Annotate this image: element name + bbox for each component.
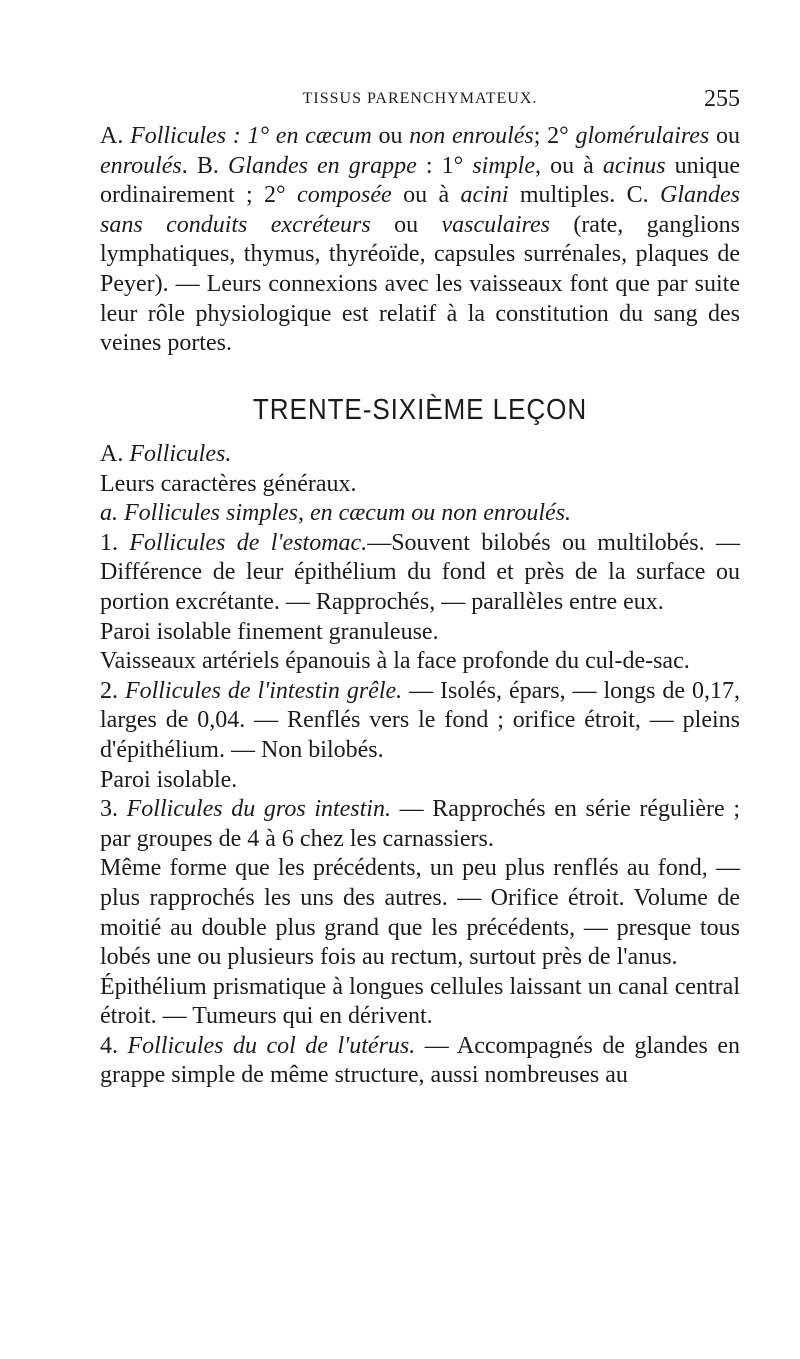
paragraph-small-intestine: 2. Follicules de l'intestin grêle. — Isolés, épars, — longs de 0,17, larges de 0,04. — Renflés vers le fond ; orifice étroit, — pleins d'épithélium. — Non bilobés.: [100, 677, 740, 763]
classification-text: A. Follicules : 1° en cæcum ou non enroulés; 2° glomérulaires ou enroulés. B. Glandes en grappe : 1° simple, ou à acinus unique ordinairement ; 2° composée ou à acini multiples. C. Glandes sans conduits excréteurs ou vasculaires (rate, ganglions lymphatiques, thymus, thyréoïde, capsules surrénales, plaques de Peyer). — Leurs connexions avec les vaisseaux font que par suite leur rôle physiologique est relatif à la constitution du sang des veines portes.: [100, 123, 741, 357]
paragraph-large-intestine: 3. Follicules du gros intestin. — Rapprochés en série régulière ; par groupes de 4 à 6 chez les carnassiers.: [100, 796, 740, 852]
page-number: 255: [704, 86, 740, 112]
section-heading: A. Follicules.: [100, 441, 232, 467]
subsection-heading: a. Follicules simples, en cæcum ou non enroulés.: [100, 500, 572, 527]
running-head: [100, 86, 740, 114]
paragraph: Paroi isolable finement granuleuse.: [100, 618, 439, 645]
paragraph: Paroi isolable.: [100, 766, 238, 793]
paragraph: Leurs caractères généraux.: [100, 470, 357, 497]
lesson-body: [100, 440, 740, 1091]
paragraph-uterus: 4. Follicules du col de l'utérus. — Accompagnés de glandes en grappe simple de même structure, aussi nombreuses au: [100, 1032, 740, 1089]
paragraph: Vaisseaux artériels épanouis à la face profonde du cul-de-sac.: [100, 648, 690, 675]
lesson-heading: TRENTE-SIXIÈME LEÇON: [252, 394, 588, 426]
paragraph: Épithélium prismatique à longues cellules laissant un canal central étroit. — Tumeurs qui en dérivent.: [100, 973, 740, 1030]
intro-paragraph: [100, 122, 740, 359]
running-title: TISSUS PARENCHYMATEUX.: [302, 90, 538, 107]
paragraph-stomach: 1. Follicules de l'estomac.—Souvent bilobés ou multilobés. — Différence de leur épithélium du fond et près de la surface ou portion excrétante. — Rapprochés, — parallèles entre eux.: [100, 529, 741, 615]
paragraph: Même forme que les précédents, un peu plus renflés au fond, — plus rapprochés les uns des autres. — Orifice étroit. Volume de moitié au double plus grand que les précédents, — presque tous lobés une ou plusieurs fois au rectum, surtout près de l'anus.: [100, 855, 740, 971]
